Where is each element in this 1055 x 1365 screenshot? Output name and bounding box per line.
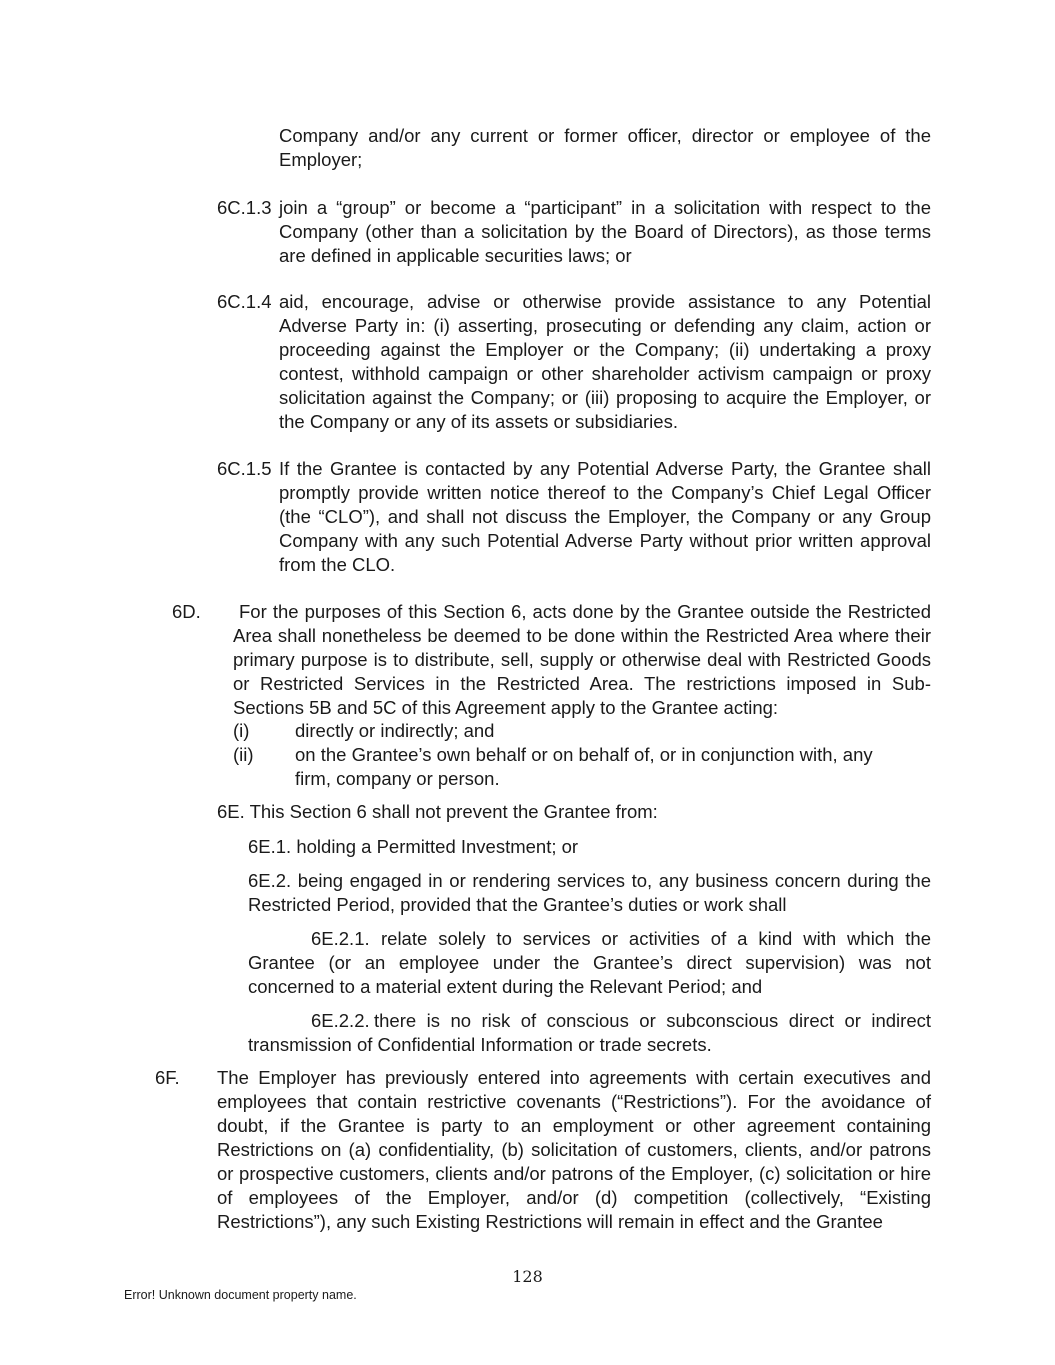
clause-continuation: Company and/or any current or former officer, director or employee of the Employer; [279, 125, 931, 170]
section-6e21-number: 6E.2.1. [311, 928, 370, 949]
section-6d-text: For the purposes of this Section 6, acts done by the Grantee outside the Restricted Area shall nonetheless be deemed to be done within the Restricted Area where their primary purpose is to distribute, sell, supply or otherwise deal with Restricted Goods or Restricted Services in the Restricted Area. The restrictions imposed in Sub-Sections 5B and 5C of this Agreement apply to the Grantee acting: [233, 601, 931, 718]
section-6e-text: 6E. This Section 6 shall not prevent the Grantee from: [217, 801, 658, 822]
section-6d-number: 6D. [172, 601, 201, 622]
clause-6c15-number: 6C.1.5 [217, 458, 272, 479]
section-6e21-text: relate solely to services or activities of a kind with which the Grantee (or an employee under the Grantee’s direct supervision) was not concerned to a material extent during the Relevant Period; and [248, 928, 931, 997]
section-6e22-number: 6E.2.2. [311, 1010, 370, 1031]
section-6e1-text: 6E.1. holding a Permitted Investment; or [248, 836, 579, 857]
section-6f-number: 6F. [155, 1067, 180, 1088]
footer-field-error: Error! Unknown document property name. [124, 1288, 357, 1302]
clause-6c13-number: 6C.1.3 [217, 197, 272, 218]
page-number: 128 [512, 1267, 543, 1286]
clause-6c13-text: join a “group” or become a “participant” in a solicitation with respect to the Company (other than a solicitation by the Board of Directors), as those terms are defined in applicable securities laws; or [279, 197, 931, 266]
section-6d-item-2-text: on the Grantee’s own behalf or on behalf of, or in conjunction with, any firm, company or person. [295, 744, 873, 789]
section-6e2-text: 6E.2. being engaged in or rendering services to, any business concern during the Restricted Period, provided that the Grantee’s duties or work shall [248, 870, 931, 915]
clause-6c15-text: If the Grantee is contacted by any Potential Adverse Party, the Grantee shall promptly provide written notice thereof to the Company’s Chief Legal Officer (the “CLO”), and shall not discuss the Employer, the Company or any Group Company with any such Potential Adverse Party without prior written approval from the CLO. [279, 458, 931, 575]
clause-6c14-text: aid, encourage, advise or otherwise provide assistance to any Potential Adverse Party in: (i) asserting, prosecuting or defending any claim, action or proceeding against the Employer or the Company; (ii) undertaking a proxy contest, withhold campaign or other shareholder activism campaign or proxy solicitation against the Company; or (iii) proposing to acquire the Employer, or the Company or any of its assets or subsidiaries. [279, 291, 931, 432]
section-6d-item-1-marker: (i) [233, 720, 250, 741]
section-6e22-text: there is no risk of conscious or subconscious direct or indirect transmission of Confidential Information or trade secrets. [248, 1010, 931, 1055]
clause-6c14-number: 6C.1.4 [217, 291, 272, 312]
section-6d-item-1-text: directly or indirectly; and [295, 720, 495, 741]
section-6f-text: The Employer has previously entered into agreements with certain executives and employees that contain restrictive covenants (“Restrictions”). For the avoidance of doubt, if the Grantee is party to an employment or other agreement containing Restrictions on (a) confidentiality, (b) solicitation of customers, clients, and/or patrons or prospective customers, clients and/or patrons of the Employer, (c) solicitation or hire of employees of the Employer, and/or (d) competition (collectively, “Existing Restrictions”), any such Existing Restrictions will remain in effect and the Grantee [217, 1067, 931, 1232]
section-6d-item-2-marker: (ii) [233, 744, 254, 765]
